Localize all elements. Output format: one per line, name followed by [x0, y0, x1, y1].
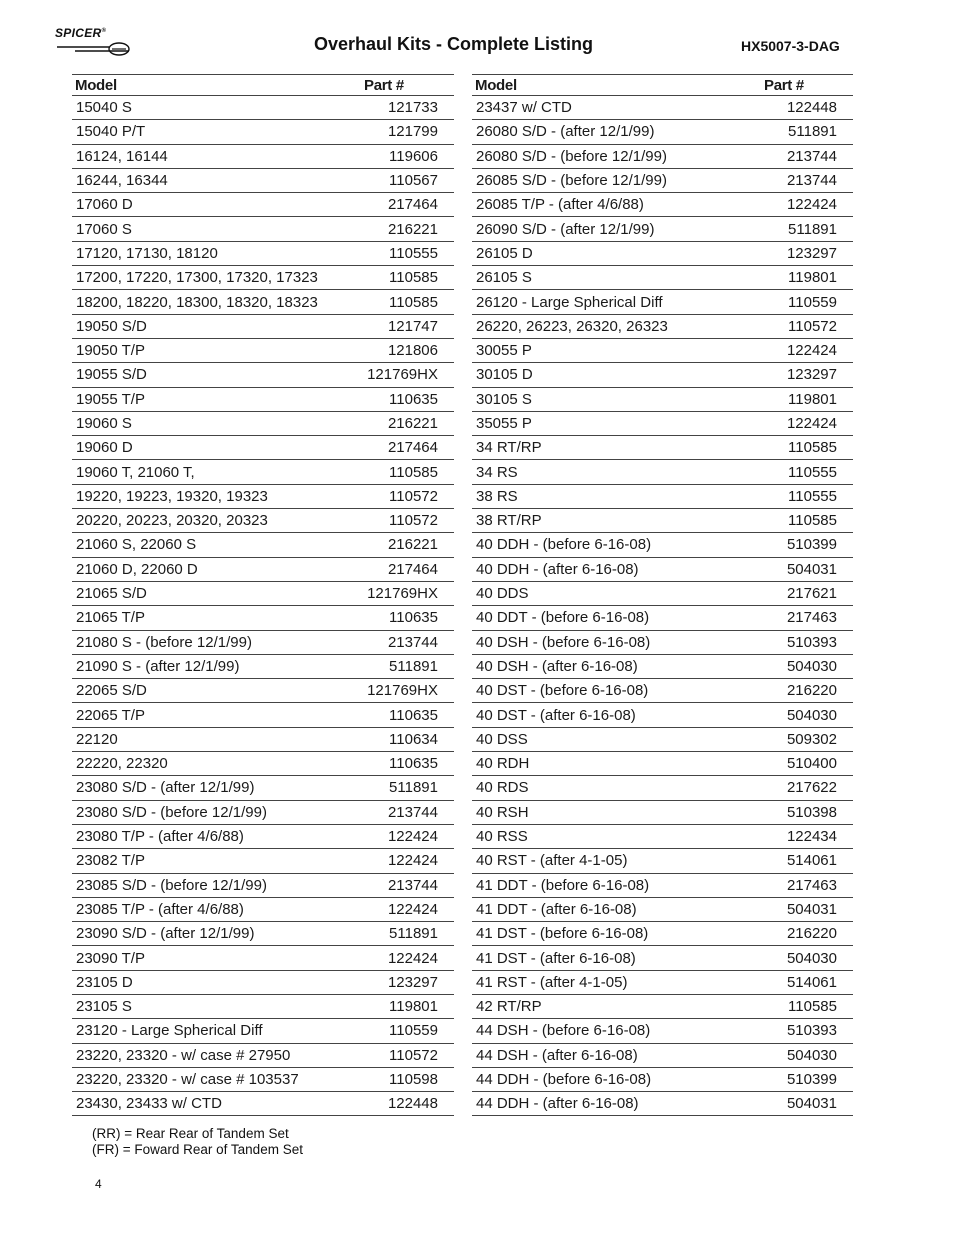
part-number-cell: 110572 — [362, 1043, 454, 1067]
model-cell: 40 RDH — [472, 752, 762, 776]
part-number-cell: 510398 — [762, 800, 853, 824]
table-row — [72, 241, 454, 265]
part-number-cell: 217622 — [762, 776, 853, 800]
part-number-cell: 110635 — [362, 387, 454, 411]
table-row — [472, 460, 853, 484]
model-cell: 22220, 22320 — [72, 752, 362, 776]
kits-table-left — [72, 74, 454, 1116]
model-cell: 20220, 20223, 20320, 20323 — [72, 509, 362, 533]
part-number-cell: 110598 — [362, 1067, 454, 1091]
table-row — [472, 994, 853, 1018]
part-number-cell: 510399 — [762, 1067, 853, 1091]
model-cell: 40 RSH — [472, 800, 762, 824]
table-row — [472, 970, 853, 994]
table-row — [72, 776, 454, 800]
model-cell: 23090 T/P — [72, 946, 362, 970]
table-row — [472, 96, 853, 120]
column-header-part: Part # — [762, 75, 853, 96]
table-row — [72, 752, 454, 776]
model-cell: 23090 S/D - (after 12/1/99) — [72, 922, 362, 946]
model-cell: 23430, 23433 w/ CTD — [72, 1092, 362, 1116]
part-number-cell: 110635 — [362, 606, 454, 630]
table-header-row — [72, 75, 454, 96]
part-number-cell: 110634 — [362, 727, 454, 751]
model-cell: 19060 S — [72, 411, 362, 435]
table-row — [72, 314, 454, 338]
table-row — [472, 1067, 853, 1091]
model-cell: 26080 S/D - (before 12/1/99) — [472, 144, 762, 168]
part-number-cell: 213744 — [362, 800, 454, 824]
part-number-cell: 110572 — [362, 484, 454, 508]
table-row — [472, 338, 853, 362]
part-number-cell: 122424 — [362, 897, 454, 921]
model-cell: 26220, 26223, 26320, 26323 — [472, 314, 762, 338]
model-cell: 34 RS — [472, 460, 762, 484]
part-number-cell: 122448 — [362, 1092, 454, 1116]
table-row — [472, 120, 853, 144]
spicer-logo-text: SPICER® — [55, 26, 107, 40]
model-cell: 41 DST - (before 6-16-08) — [472, 922, 762, 946]
part-number-cell: 511891 — [762, 217, 853, 241]
table-row — [472, 144, 853, 168]
table-row — [72, 946, 454, 970]
table-row — [72, 266, 454, 290]
model-cell: 40 DDT - (before 6-16-08) — [472, 606, 762, 630]
model-cell: 30105 S — [472, 387, 762, 411]
part-number-cell: 216221 — [362, 217, 454, 241]
part-number-cell: 213744 — [762, 168, 853, 192]
table-row — [72, 193, 454, 217]
model-cell: 26090 S/D - (after 12/1/99) — [472, 217, 762, 241]
part-number-cell: 122424 — [362, 946, 454, 970]
table-row — [72, 630, 454, 654]
part-number-cell: 122424 — [762, 338, 853, 362]
table-row — [472, 436, 853, 460]
column-header-part: Part # — [362, 75, 454, 96]
part-number-cell: 216221 — [362, 411, 454, 435]
model-cell: 40 DDS — [472, 581, 762, 605]
model-cell: 23085 S/D - (before 12/1/99) — [72, 873, 362, 897]
kits-table-right — [472, 74, 853, 1116]
part-number-cell: 510399 — [762, 533, 853, 557]
table-row — [72, 460, 454, 484]
part-number-cell: 511891 — [762, 120, 853, 144]
part-number-cell: 511891 — [362, 922, 454, 946]
table-row — [72, 800, 454, 824]
page-number: 4 — [95, 1177, 102, 1191]
document-number: HX5007-3-DAG — [741, 38, 840, 54]
table-row — [472, 217, 853, 241]
part-number-cell: 121747 — [362, 314, 454, 338]
table-row — [472, 363, 853, 387]
table-header-row — [472, 75, 853, 96]
table-row — [472, 290, 853, 314]
model-cell: 23220, 23320 - w/ case # 27950 — [72, 1043, 362, 1067]
kits-table-left-body — [72, 96, 454, 1116]
table-row — [72, 484, 454, 508]
table-row — [72, 654, 454, 678]
part-number-cell: 121769HX — [362, 679, 454, 703]
model-cell: 26080 S/D - (after 12/1/99) — [472, 120, 762, 144]
model-cell: 15040 P/T — [72, 120, 362, 144]
part-number-cell: 213744 — [362, 873, 454, 897]
part-number-cell: 213744 — [762, 144, 853, 168]
model-cell: 40 DST - (after 6-16-08) — [472, 703, 762, 727]
table-row — [72, 727, 454, 751]
model-cell: 40 DSH - (after 6-16-08) — [472, 654, 762, 678]
model-cell: 26120 - Large Spherical Diff — [472, 290, 762, 314]
table-row — [472, 824, 853, 848]
table-row — [72, 873, 454, 897]
table-row — [472, 387, 853, 411]
part-number-cell: 110585 — [762, 436, 853, 460]
table-row — [472, 1019, 853, 1043]
part-number-cell: 121799 — [362, 120, 454, 144]
part-number-cell: 514061 — [762, 970, 853, 994]
table-row — [72, 994, 454, 1018]
part-number-cell: 504031 — [762, 897, 853, 921]
model-cell: 18200, 18220, 18300, 18320, 18323 — [72, 290, 362, 314]
page-title: Overhaul Kits - Complete Listing — [314, 34, 594, 54]
table-row — [472, 946, 853, 970]
model-cell: 22120 — [72, 727, 362, 751]
column-header-model: Model — [72, 75, 362, 96]
table-row — [72, 1067, 454, 1091]
model-cell: 41 DDT - (before 6-16-08) — [472, 873, 762, 897]
part-number-cell: 122424 — [362, 849, 454, 873]
model-cell: 21060 D, 22060 D — [72, 557, 362, 581]
model-cell: 21090 S - (after 12/1/99) — [72, 654, 362, 678]
table-row — [72, 679, 454, 703]
model-cell: 23082 T/P — [72, 849, 362, 873]
part-number-cell: 121769HX — [362, 581, 454, 605]
table-row — [472, 411, 853, 435]
table-row — [72, 1043, 454, 1067]
part-number-cell: 110567 — [362, 168, 454, 192]
part-number-cell: 110585 — [762, 509, 853, 533]
kits-table-right-body — [472, 96, 853, 1116]
table-row — [472, 266, 853, 290]
part-number-cell: 119801 — [762, 387, 853, 411]
table-row — [72, 533, 454, 557]
table-row — [472, 1043, 853, 1067]
table-row — [72, 897, 454, 921]
model-cell: 19055 T/P — [72, 387, 362, 411]
model-cell: 17060 S — [72, 217, 362, 241]
part-number-cell: 110559 — [362, 1019, 454, 1043]
table-row — [72, 363, 454, 387]
model-cell: 40 DSS — [472, 727, 762, 751]
model-cell: 40 DSH - (before 6-16-08) — [472, 630, 762, 654]
table-row — [472, 557, 853, 581]
model-cell: 16244, 16344 — [72, 168, 362, 192]
model-cell: 30055 P — [472, 338, 762, 362]
part-number-cell: 510393 — [762, 630, 853, 654]
part-number-cell: 509302 — [762, 727, 853, 751]
table-row — [72, 509, 454, 533]
model-cell: 23080 T/P - (after 4/6/88) — [72, 824, 362, 848]
part-number-cell: 110572 — [762, 314, 853, 338]
table-row — [472, 679, 853, 703]
part-number-cell: 122448 — [762, 96, 853, 120]
part-number-cell: 123297 — [362, 970, 454, 994]
part-number-cell: 504030 — [762, 703, 853, 727]
part-number-cell: 119801 — [762, 266, 853, 290]
table-row — [472, 654, 853, 678]
table-row — [72, 168, 454, 192]
model-cell: 17200, 17220, 17300, 17320, 17323 — [72, 266, 362, 290]
table-row — [472, 922, 853, 946]
model-cell: 44 DDH - (after 6-16-08) — [472, 1092, 762, 1116]
model-cell: 40 DDH - (before 6-16-08) — [472, 533, 762, 557]
part-number-cell: 110585 — [362, 266, 454, 290]
part-number-cell: 122424 — [762, 411, 853, 435]
model-cell: 35055 P — [472, 411, 762, 435]
model-cell: 19055 S/D — [72, 363, 362, 387]
model-cell: 41 DST - (after 6-16-08) — [472, 946, 762, 970]
model-cell: 21060 S, 22060 S — [72, 533, 362, 557]
table-row — [472, 314, 853, 338]
table-row — [472, 606, 853, 630]
table-row — [72, 338, 454, 362]
model-cell: 26085 S/D - (before 12/1/99) — [472, 168, 762, 192]
table-row — [472, 1092, 853, 1116]
part-number-cell: 511891 — [362, 776, 454, 800]
part-number-cell: 119801 — [362, 994, 454, 1018]
model-cell: 34 RT/RP — [472, 436, 762, 460]
table-row — [72, 144, 454, 168]
table-row — [472, 897, 853, 921]
part-number-cell: 213744 — [362, 630, 454, 654]
model-cell: 22065 T/P — [72, 703, 362, 727]
table-row — [72, 1019, 454, 1043]
table-row — [72, 849, 454, 873]
table-row — [472, 703, 853, 727]
table-row — [72, 120, 454, 144]
table-row — [72, 217, 454, 241]
model-cell: 38 RT/RP — [472, 509, 762, 533]
footnotes — [92, 1126, 303, 1158]
model-cell: 40 DDH - (after 6-16-08) — [472, 557, 762, 581]
part-number-cell: 110585 — [362, 460, 454, 484]
part-number-cell: 504031 — [762, 557, 853, 581]
table-row — [72, 970, 454, 994]
part-number-cell: 216221 — [362, 533, 454, 557]
footnote-fr: (FR) = Foward Rear of Tandem Set — [92, 1142, 303, 1157]
model-cell: 19050 S/D — [72, 314, 362, 338]
model-cell: 19060 T, 21060 T, — [72, 460, 362, 484]
part-number-cell: 122424 — [762, 193, 853, 217]
part-number-cell: 217463 — [762, 606, 853, 630]
model-cell: 23105 D — [72, 970, 362, 994]
footnote-rr: (RR) = Rear Rear of Tandem Set — [92, 1126, 289, 1141]
table-row — [72, 703, 454, 727]
part-number-cell: 121733 — [362, 96, 454, 120]
table-row — [472, 193, 853, 217]
part-number-cell: 514061 — [762, 849, 853, 873]
part-number-cell: 216220 — [762, 679, 853, 703]
model-cell: 19060 D — [72, 436, 362, 460]
table-row — [472, 509, 853, 533]
model-cell: 23085 T/P - (after 4/6/88) — [72, 897, 362, 921]
table-row — [472, 630, 853, 654]
model-cell: 21065 T/P — [72, 606, 362, 630]
table-row — [72, 581, 454, 605]
part-number-cell: 121769HX — [362, 363, 454, 387]
model-cell: 44 DSH - (after 6-16-08) — [472, 1043, 762, 1067]
part-number-cell: 110585 — [362, 290, 454, 314]
table-row — [472, 776, 853, 800]
table-row — [472, 800, 853, 824]
table-row — [472, 533, 853, 557]
table-row — [472, 168, 853, 192]
part-number-cell: 110572 — [362, 509, 454, 533]
part-number-cell: 123297 — [762, 241, 853, 265]
part-number-cell: 511891 — [362, 654, 454, 678]
part-number-cell: 110635 — [362, 703, 454, 727]
part-number-cell: 217464 — [362, 436, 454, 460]
table-row — [72, 290, 454, 314]
part-number-cell: 217464 — [362, 193, 454, 217]
model-cell: 44 DDH - (before 6-16-08) — [472, 1067, 762, 1091]
table-row — [472, 752, 853, 776]
part-number-cell: 123297 — [762, 363, 853, 387]
part-number-cell: 504030 — [762, 1043, 853, 1067]
table-row — [72, 824, 454, 848]
model-cell: 40 DST - (before 6-16-08) — [472, 679, 762, 703]
table-row — [72, 436, 454, 460]
table-row — [472, 873, 853, 897]
part-number-cell: 217464 — [362, 557, 454, 581]
part-number-cell: 216220 — [762, 922, 853, 946]
model-cell: 38 RS — [472, 484, 762, 508]
table-row — [72, 557, 454, 581]
part-number-cell: 217463 — [762, 873, 853, 897]
table-row — [472, 727, 853, 751]
model-cell: 19050 T/P — [72, 338, 362, 362]
model-cell: 26105 S — [472, 266, 762, 290]
part-number-cell: 504030 — [762, 946, 853, 970]
model-cell: 40 RST - (after 4-1-05) — [472, 849, 762, 873]
part-number-cell: 110585 — [762, 994, 853, 1018]
model-cell: 17060 D — [72, 193, 362, 217]
table-row — [72, 1092, 454, 1116]
spicer-logo — [55, 26, 135, 62]
part-number-cell: 110555 — [762, 484, 853, 508]
model-cell: 26085 T/P - (after 4/6/88) — [472, 193, 762, 217]
part-number-cell: 119606 — [362, 144, 454, 168]
part-number-cell: 110559 — [762, 290, 853, 314]
model-cell: 16124, 16144 — [72, 144, 362, 168]
model-cell: 23080 S/D - (after 12/1/99) — [72, 776, 362, 800]
model-cell: 21065 S/D — [72, 581, 362, 605]
model-cell: 41 DDT - (after 6-16-08) — [472, 897, 762, 921]
part-number-cell: 110635 — [362, 752, 454, 776]
table-row — [72, 922, 454, 946]
model-cell: 23220, 23320 - w/ case # 103537 — [72, 1067, 362, 1091]
model-cell: 30105 D — [472, 363, 762, 387]
table-row — [72, 411, 454, 435]
model-cell: 23120 - Large Spherical Diff — [72, 1019, 362, 1043]
table-row — [72, 96, 454, 120]
part-number-cell: 110555 — [762, 460, 853, 484]
part-number-cell: 504030 — [762, 654, 853, 678]
part-number-cell: 504031 — [762, 1092, 853, 1116]
part-number-cell: 510393 — [762, 1019, 853, 1043]
part-number-cell: 510400 — [762, 752, 853, 776]
model-cell: 23437 w/ CTD — [472, 96, 762, 120]
table-row — [72, 387, 454, 411]
table-row — [472, 849, 853, 873]
model-cell: 40 RSS — [472, 824, 762, 848]
model-cell: 23080 S/D - (before 12/1/99) — [72, 800, 362, 824]
table-row — [472, 484, 853, 508]
part-number-cell: 122424 — [362, 824, 454, 848]
model-cell: 44 DSH - (before 6-16-08) — [472, 1019, 762, 1043]
table-row — [472, 581, 853, 605]
model-cell: 19220, 19223, 19320, 19323 — [72, 484, 362, 508]
model-cell: 15040 S — [72, 96, 362, 120]
model-cell: 26105 D — [472, 241, 762, 265]
part-number-cell: 110555 — [362, 241, 454, 265]
model-cell: 42 RT/RP — [472, 994, 762, 1018]
model-cell: 23105 S — [72, 994, 362, 1018]
model-cell: 22065 S/D — [72, 679, 362, 703]
spicer-emblem-icon — [55, 38, 133, 60]
part-number-cell: 217621 — [762, 581, 853, 605]
model-cell: 17120, 17130, 18120 — [72, 241, 362, 265]
column-header-model: Model — [472, 75, 762, 96]
table-row — [72, 606, 454, 630]
model-cell: 41 RST - (after 4-1-05) — [472, 970, 762, 994]
model-cell: 21080 S - (before 12/1/99) — [72, 630, 362, 654]
model-cell: 40 RDS — [472, 776, 762, 800]
part-number-cell: 121806 — [362, 338, 454, 362]
part-number-cell: 122434 — [762, 824, 853, 848]
table-row — [472, 241, 853, 265]
